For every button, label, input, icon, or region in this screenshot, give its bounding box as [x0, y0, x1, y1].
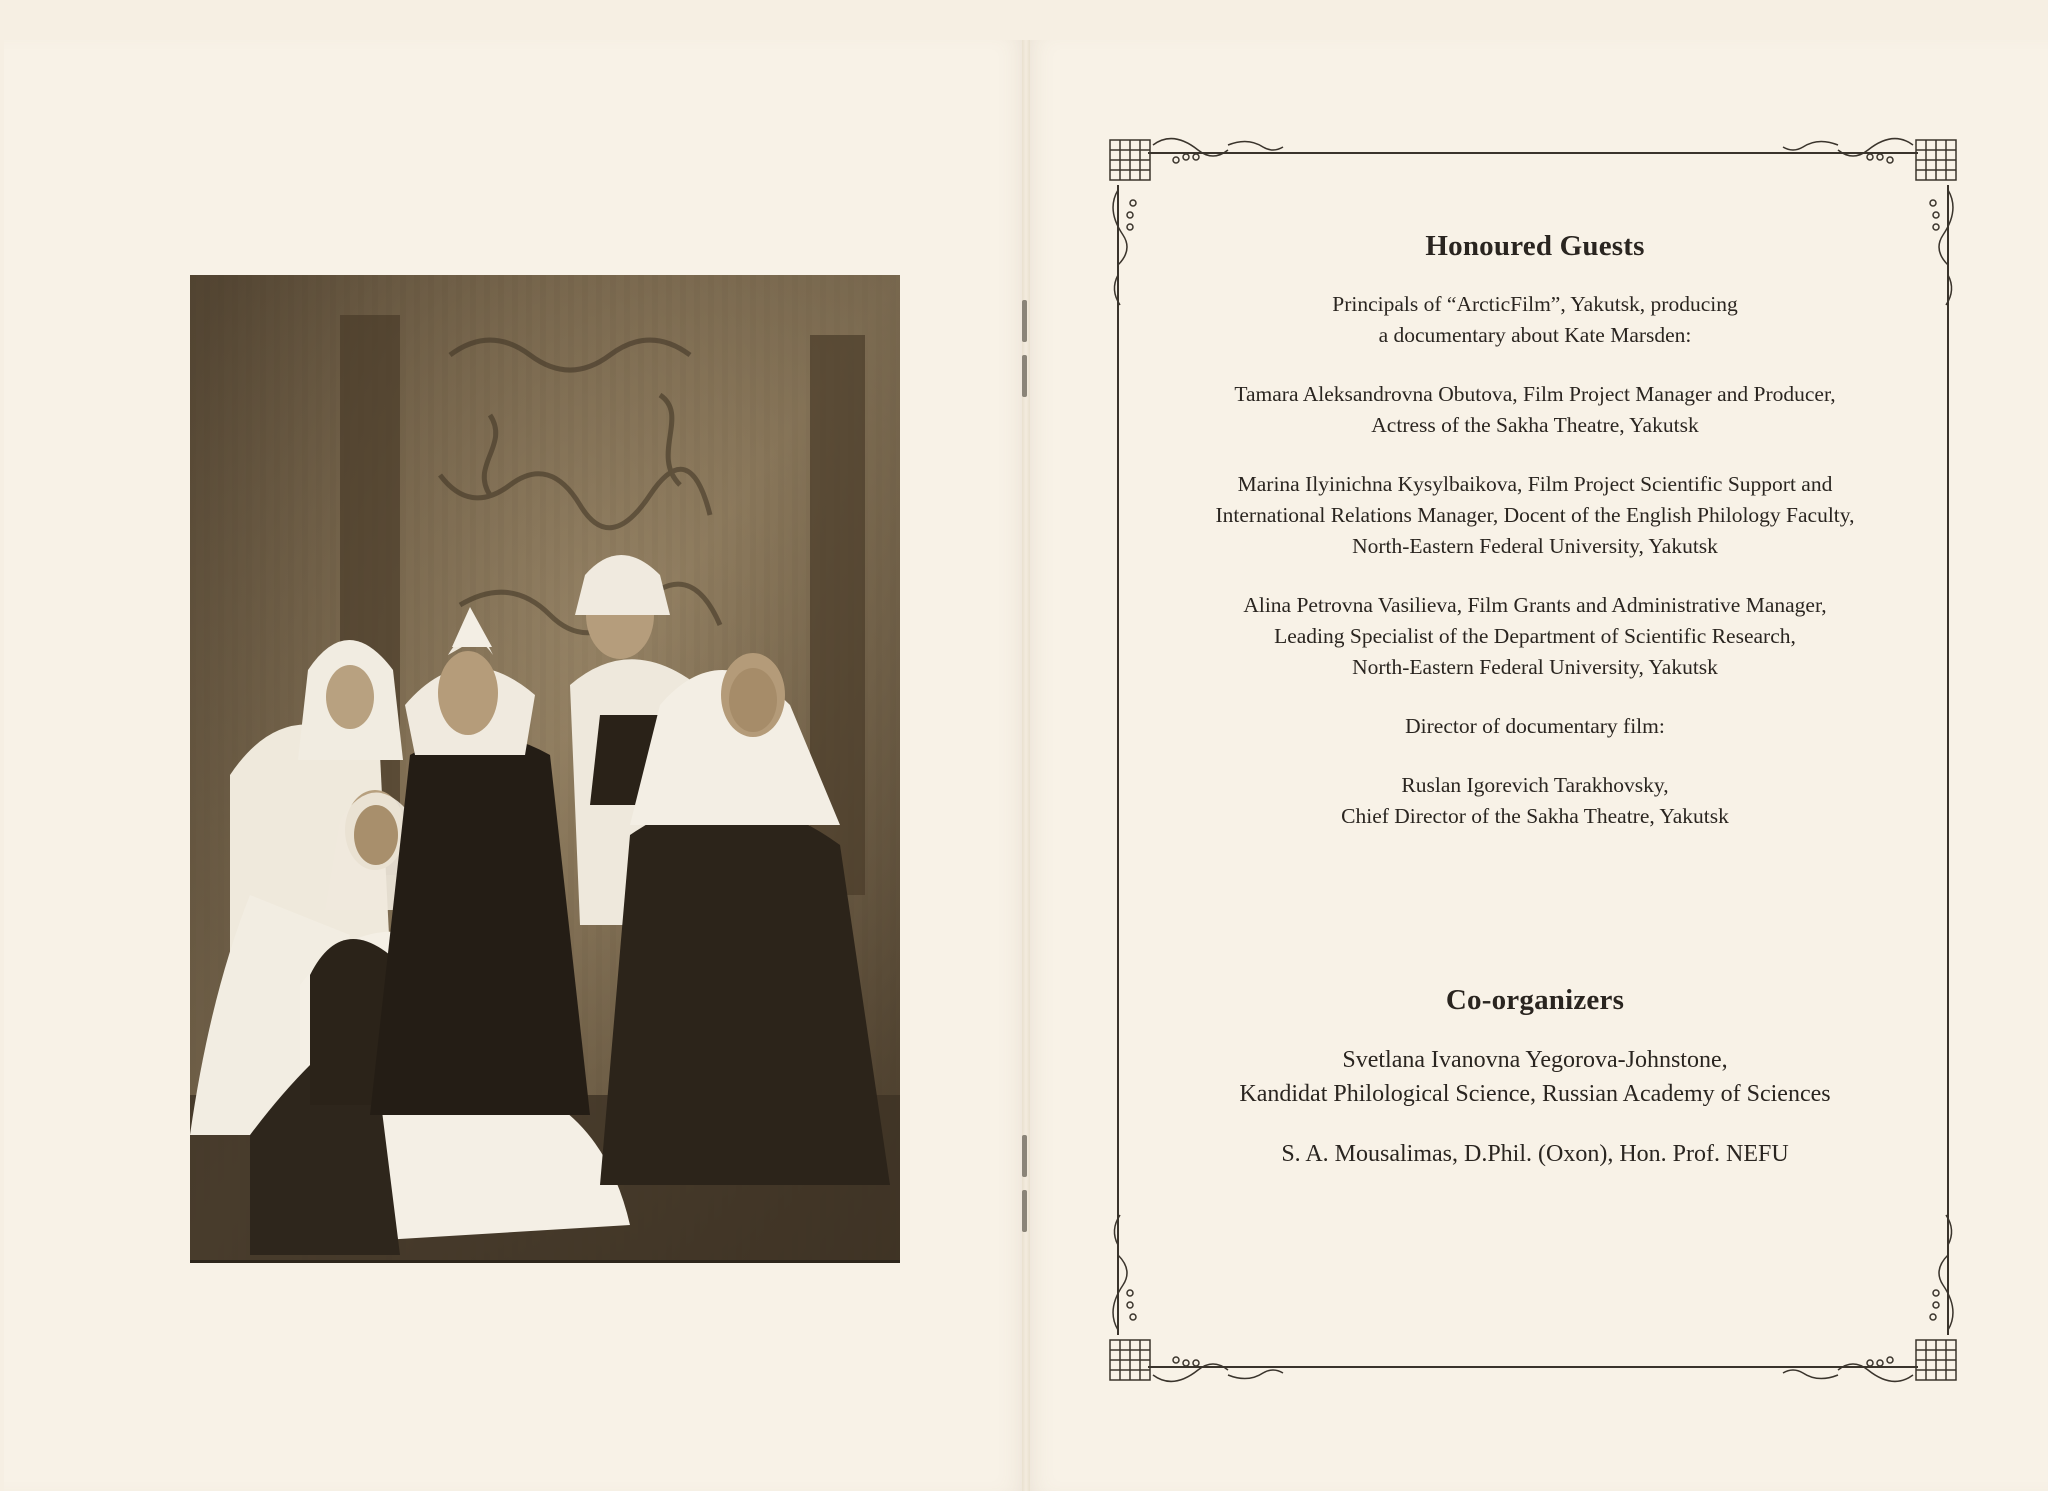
text-line: North-Eastern Federal University, Yakutsk — [1352, 655, 1718, 679]
guest-entry — [1140, 469, 1930, 562]
staple-mark — [1022, 1135, 1027, 1177]
text-line: Chief Director of the Sakha Theatre, Yakutsk — [1341, 804, 1729, 828]
guest-entry — [1140, 590, 1930, 683]
corner-ornament-icon — [1110, 1215, 1283, 1381]
text-line: Marina Ilyinichna Kysylbaikova, Film Project Scientific Support and — [1237, 472, 1833, 496]
text-line: S. A. Mousalimas, D.Phil. (Oxon), Hon. Prof. NEFU — [1281, 1141, 1789, 1167]
text-line: Actress of the Sakha Theatre, Yakutsk — [1371, 413, 1699, 437]
text-line: International Relations Manager, Docent of the English Philology Faculty, — [1215, 503, 1855, 527]
text-line: Principals of “ArcticFilm”, Yakutsk, producing — [1332, 292, 1738, 316]
text-line: Alina Petrovna Vasilieva, Film Grants and Administrative Manager, — [1243, 593, 1827, 617]
right-page-content — [1140, 230, 1930, 1171]
text-line: a documentary about Kate Marsden: — [1378, 323, 1692, 347]
director-label — [1140, 711, 1930, 742]
co-organizers-heading: Co-organizers — [1445, 984, 1625, 1016]
corner-ornament-icon — [1783, 1215, 1956, 1381]
text-line: Ruslan Igorevich Tarakhovsky, — [1401, 773, 1669, 797]
honoured-guests-heading: Honoured Guests — [1425, 230, 1645, 262]
photo-illustration — [190, 275, 900, 1260]
text-line: North-Eastern Federal University, Yakutsk — [1352, 534, 1718, 558]
staple-mark — [1022, 300, 1027, 342]
staple-mark — [1022, 1190, 1027, 1232]
text-line: Director of documentary film: — [1405, 714, 1665, 738]
intro-paragraph — [1140, 289, 1930, 351]
text-line: Svetlana Ivanovna Yegorova-Johnstone, — [1342, 1047, 1728, 1073]
guest-entry — [1140, 379, 1930, 441]
text-line: Leading Specialist of the Department of Scientific Research, — [1274, 624, 1796, 648]
staple-mark — [1022, 355, 1027, 397]
historical-photo — [190, 275, 900, 1263]
text-line: Tamara Aleksandrovna Obutova, Film Project Manager and Producer, — [1234, 382, 1836, 406]
booklet-gutter — [1022, 40, 1030, 1491]
co-organizer-entry — [1140, 1043, 1930, 1111]
text-line: Kandidat Philological Science, Russian Academy of Sciences — [1239, 1081, 1831, 1107]
director-entry — [1140, 770, 1930, 832]
co-organizer-entry — [1140, 1137, 1930, 1171]
